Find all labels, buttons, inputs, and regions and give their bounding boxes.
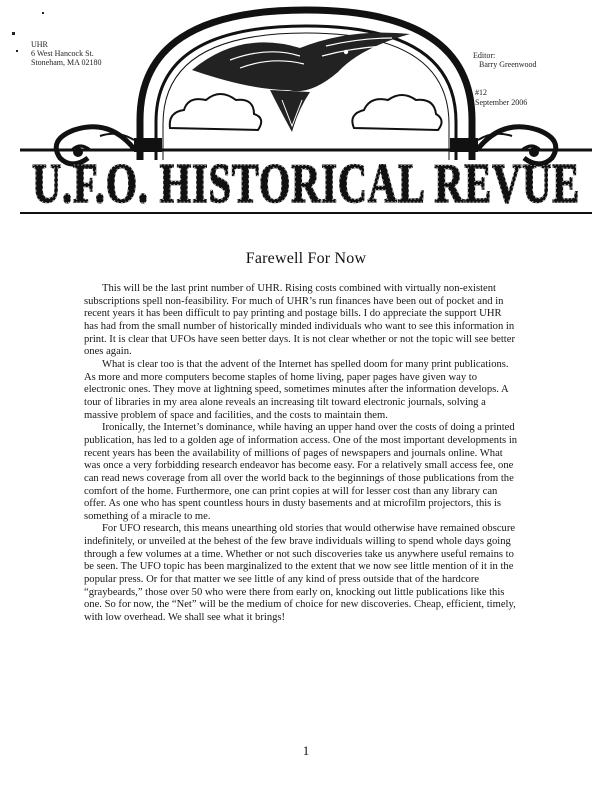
publisher-city: Stoneham, MA 02180 bbox=[31, 58, 102, 67]
publisher-address bbox=[31, 40, 101, 67]
issue-info bbox=[475, 88, 527, 108]
left-cloud bbox=[170, 94, 261, 130]
masthead-logo bbox=[0, 150, 612, 212]
editor-name: Barry Greenwood bbox=[479, 60, 537, 69]
article-paragraph: This will be the last print number of UHR. Rising costs combined with virtually non-existent subscriptions spell non-feasibility. For much of UHR’s run finances have been out of pocket and in recent years it has been difficult to pay printing and postage bills. I do appreciate the support UHR has had from the small number of historically minded individuals who want to see this information in print. It is clear that UFOs have seen better days. It is not clear whether or not the topic will see better ones again. bbox=[84, 283, 515, 358]
publisher-street: 6 West Hancock St. bbox=[31, 49, 94, 58]
article-body bbox=[84, 283, 518, 625]
issue-date: September 2006 bbox=[475, 98, 528, 107]
article-paragraph: For UFO research, this means unearthing old stories that would otherwise have remained obscure indefinitely, or unveiled at the behest of the few brave individuals willing to spend whole days going through a few volumes at a time. Whether or not such discoveries take us anywhere useful remains to be seen. The UFO topic has been marginalized to the extent that we now see little mention of it in the popular press. Or for that matter we see little of any kind of press outside that of the hardcore “graybeards,” those over 50 who were there from early on, knocking out little publications like this one. So for now, the “Net” will be the medium of choice for new discoveries. Cheap, efficient, timely, with low overhead. We shall see what it brings! bbox=[84, 523, 516, 624]
right-cloud bbox=[352, 95, 441, 130]
article-paragraph: Ironically, the Internet’s dominance, while having an upper hand over the costs of doing a printed publication, has led to a golden age of information access. One of the most important developments in recent years has been the availability of millions of pages of newspapers and journals online. What was once a very forbidding research endeavor has become easy. For a relatively small access fee, one can read news coverage from all over the world back to the beginnings of those publications from the comfort of the home. Furthermore, one can print copies at will for lesser cost than any library can offer. As one who has spent countless hours in dusty basements and at microfilm projectors, this is something of a miracle to me. bbox=[84, 422, 518, 522]
publisher-name: UHR bbox=[31, 40, 48, 49]
editor-label: Editor: bbox=[473, 51, 496, 60]
svg-text:U.F.O. HISTORICAL REVUE: U.F.O. HISTORICAL REVUE bbox=[32, 153, 580, 212]
article-paragraph: What is clear too is that the advent of the Internet has spelled doom for many print publications. As more and more computers become staples of home living, paper pages have given way to electronic ones. They move at lightning speed, sometimes minutes after the information develops. A tour of libraries in my area alone reveals an increasing tilt toward electronic journals, solving a massive problem of space and facilities, and the costs to maintain them. bbox=[84, 358, 509, 421]
article-title: Farewell For Now bbox=[245, 250, 367, 267]
svg-text:U.F.O. HISTORICAL REVUE: U.F.O. HISTORICAL REVUE bbox=[32, 153, 580, 212]
issue-number: #12 bbox=[475, 88, 487, 97]
page-number: 1 bbox=[302, 743, 310, 758]
editor-credit bbox=[473, 51, 537, 69]
